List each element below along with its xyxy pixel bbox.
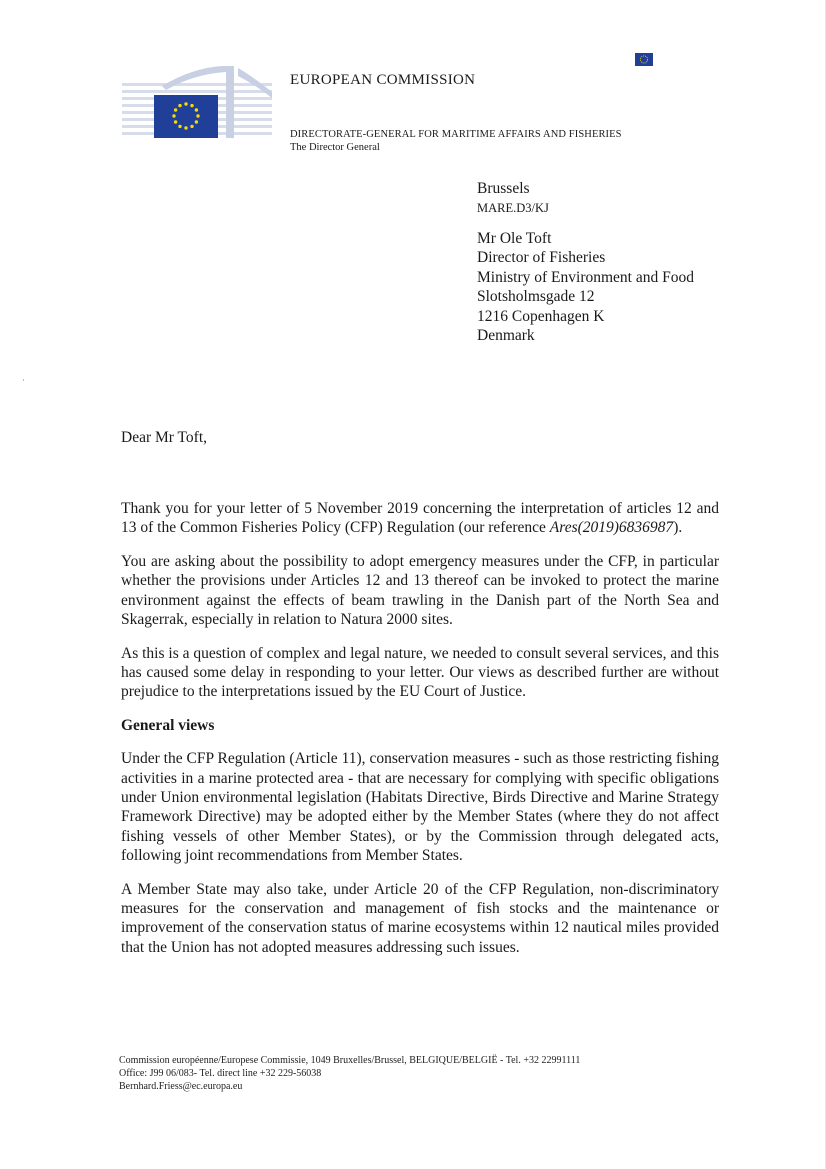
scan-mark bbox=[23, 379, 24, 381]
paragraph: You are asking about the possibility to adopt emergency measures under the CFP, in particular whether the provisions under Articles 12 and 13 thereof can be invoked to protect the marine environment against the effects of beam trawling in the Danish part of the North Sea and Skagerrak, especially in relation to Natura 2000 sites. bbox=[121, 553, 719, 628]
eu-flag bbox=[154, 95, 218, 138]
paragraph: Under the CFP Regulation (Article 11), conservation measures - such as those restricting fishing activities in a marine protected area - that are necessary for complying with specific obligations under Union environmental legislation (Habitats Directive, Birds Directive and Marine Strategy Framework Directive) may be adopted either by the Member States (where they do not affect fishing vessels of other Member States), or by the Commission through delegated acts, following joint recommendations from Member States. bbox=[121, 750, 719, 864]
recipient-line: Slotsholmsgade 12 bbox=[477, 288, 595, 305]
letter-body bbox=[121, 499, 719, 971]
recipient-line: Director of Fisheries bbox=[477, 249, 606, 266]
european-commission-logo bbox=[122, 66, 274, 138]
city: Brussels bbox=[477, 180, 530, 197]
paragraph: As this is a question of complex and legal nature, we needed to consult several services, and this has caused some delay in responding to your letter. Our views as described further are without prejudice to the interpretations issued by the EU Court of Justice. bbox=[121, 644, 719, 701]
address-block bbox=[477, 179, 694, 346]
recipient-line: Denmark bbox=[477, 327, 535, 344]
salutation: Dear Mr Toft, bbox=[121, 429, 208, 446]
organization-name: EUROPEAN COMMISSION bbox=[290, 72, 476, 88]
paragraph: A Member State may also take, under Article 20 of the CFP Regulation, non-discriminatory measures for the conservation and management of fish stocks and the maintenance or improvement of the conservation status of marine ecosystems within 12 nautical miles provided that the Union has not adopted measures addressing such issues. bbox=[121, 880, 719, 956]
letter-footer bbox=[119, 1054, 580, 1093]
section-heading: General views bbox=[121, 717, 215, 735]
paragraph: Thank you for your letter of 5 November 2019 concerning the interpretation of articles 12 and 13 of the Common Fisheries Policy (CFP) Regulation (our reference Ares(2019)6836987). bbox=[121, 500, 719, 537]
small-eu-flag-icon bbox=[635, 53, 653, 66]
footer-address: Commission européenne/Europese Commissie, 1049 Bruxelles/Brussel, BELGIQUE/BELGIË - Tel. +32 22991111 bbox=[119, 1055, 581, 1066]
reference-code: MARE.D3/KJ bbox=[477, 200, 549, 215]
directorate-name: DIRECTORATE-GENERAL FOR MARITIME AFFAIRS AND FISHERIES bbox=[290, 129, 622, 140]
directorate-subtitle: The Director General bbox=[290, 142, 380, 153]
footer-email: Bernhard.Friess@ec.europa.eu bbox=[119, 1081, 243, 1092]
footer-office: Office: J99 06/083- Tel. direct line +32 229-56038 bbox=[119, 1068, 322, 1079]
recipient-line: 1216 Copenhagen K bbox=[477, 307, 605, 325]
recipient-line: Mr Ole Toft bbox=[477, 229, 552, 247]
reference-number: Ares(2019)6836987 bbox=[549, 519, 674, 537]
recipient-line: Ministry of Environment and Food bbox=[477, 268, 694, 286]
